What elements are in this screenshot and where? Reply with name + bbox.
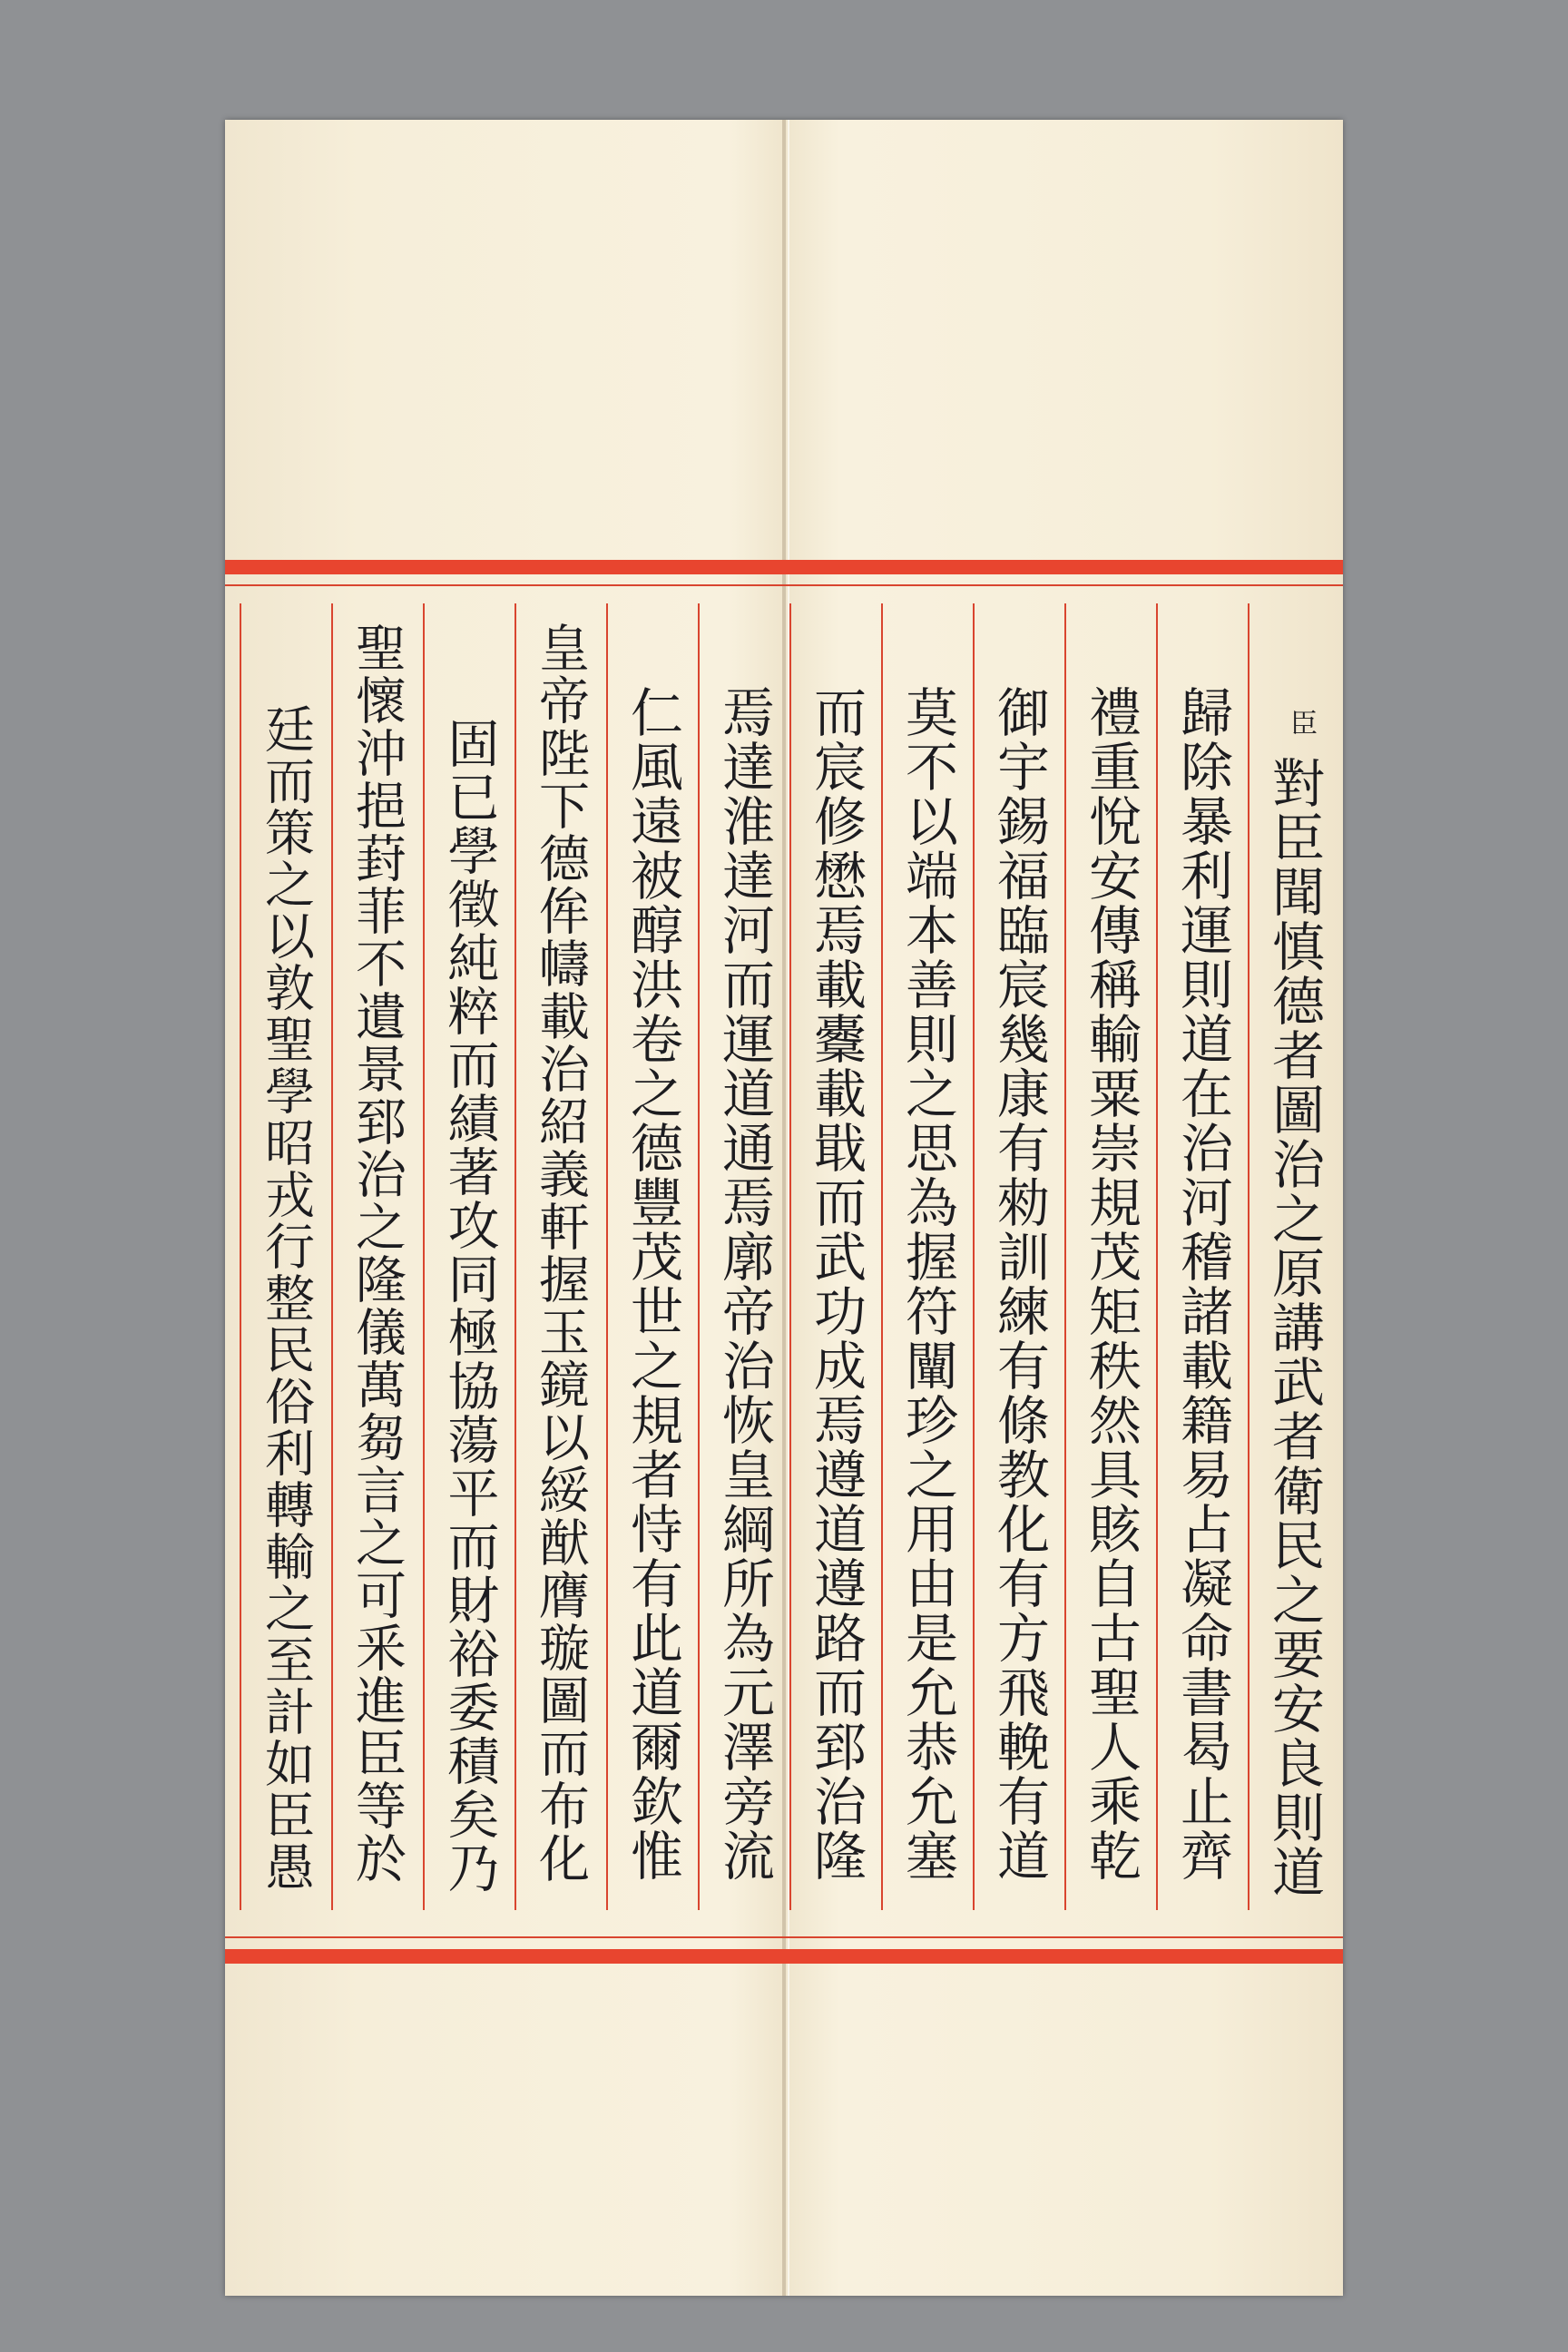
- column-text: 御宇錫福臨宸幾康有勑訓練有條教化有方飛輓有道: [988, 685, 1050, 1883]
- text-column: [698, 603, 789, 1910]
- top-red-rule: [225, 584, 1343, 586]
- text-column: [1156, 603, 1248, 1910]
- top-red-band: [225, 560, 1343, 574]
- text-column: [1064, 603, 1156, 1910]
- column-text: 莫不以端本善則之思為握符闡珍之用由是允恭允塞: [897, 685, 958, 1883]
- column-text: 禮重悅安傳稱輸粟崇規茂矩秩然具賅自古聖人乘乾: [1080, 685, 1142, 1883]
- column-text: 焉達淮達河而運道通焉廓帝治恢皇綱所為元澤旁流: [713, 685, 775, 1883]
- column-text: 而宸修懋焉載櫜載戢而武功成焉遵道遵路而郅治隆: [805, 685, 867, 1883]
- column-mark: 臣: [1285, 709, 1317, 736]
- column-text: 聖懷沖挹葑菲不遺景郅治之隆儀萬芻言之可釆進臣等於: [348, 622, 407, 1885]
- text-column: [789, 603, 881, 1910]
- text-column: [1248, 603, 1339, 1910]
- column-text: 對臣聞慎德者圖治之原講武者衛民之要安良則道: [1263, 756, 1325, 1899]
- text-column: [606, 603, 698, 1910]
- column-text: 固已學徵純粹而績著攻同極協蕩平而財裕委積矣乃: [439, 717, 499, 1895]
- bottom-red-band: [225, 1949, 1343, 1964]
- text-panel: [229, 603, 1339, 1910]
- column-text: 廷而策之以敦聖學昭戎行整民俗利轉輸之至計如臣愚: [257, 703, 315, 1893]
- text-column: [881, 603, 973, 1910]
- text-column: [423, 603, 514, 1910]
- column-text: 歸除暴利運則道在治河稽諸載籍易占凝命書曷止齊: [1171, 685, 1233, 1883]
- column-text: 皇帝陛下德侔幬載治紹義軒握玉鏡以綏猷膺璇圖而布化: [531, 622, 590, 1885]
- column-text: 仁風遠被醇洪卷之德豐茂世之規者恃有此道爾欽惟: [622, 685, 683, 1883]
- bottom-red-rule: [225, 1936, 1343, 1938]
- text-column: [514, 603, 606, 1910]
- text-column: [973, 603, 1064, 1910]
- text-column: [240, 603, 331, 1910]
- text-column: [331, 603, 423, 1910]
